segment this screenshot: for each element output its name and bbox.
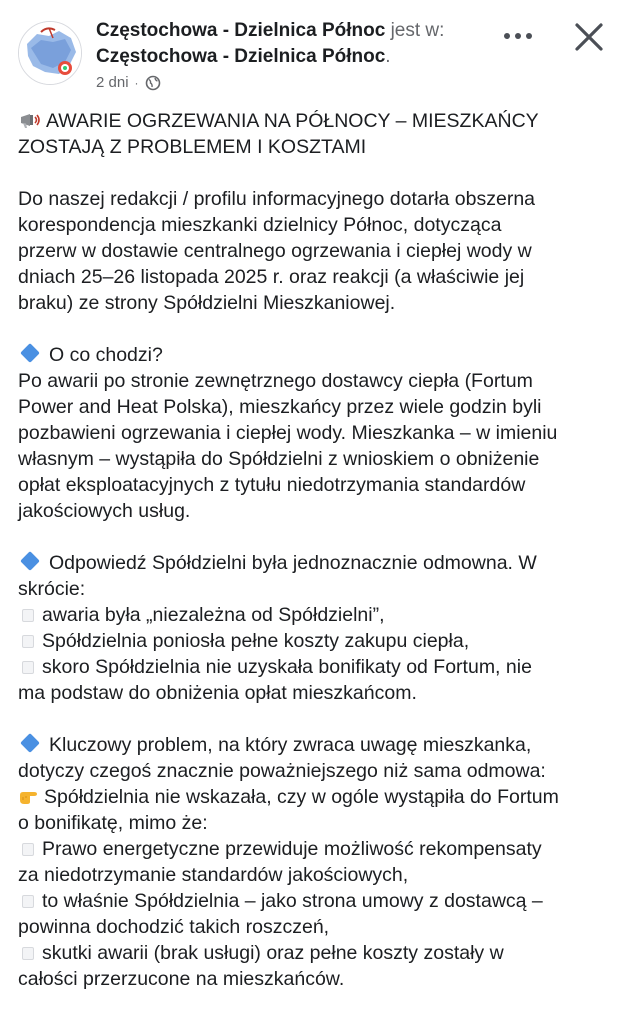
post-header [0, 0, 620, 100]
more-dot [515, 33, 521, 39]
intro-line: dniach 25–26 listopada 2025 r. oraz reakcji (a właściwie jej [18, 266, 525, 288]
location-suffix: . [385, 46, 391, 67]
bullet-icon [22, 947, 34, 960]
section3-point-text: Spółdzielnia nie wskazała, czy w ogóle wystąpiła do Fortum [44, 786, 559, 808]
pointing-hand-icon [18, 786, 42, 806]
intro-line: przerw w dostawie centralnego ogrzewania i ciepłej wody w [18, 240, 532, 262]
more-options-icon[interactable] [500, 22, 536, 50]
blue-diamond-icon [20, 551, 40, 571]
more-dot [504, 33, 510, 39]
list-item-text: awaria była „niezależna od Spółdzielni”, [42, 604, 385, 626]
list-item-continuation: ma podstaw do obniżenia opłat mieszkańcom. [18, 682, 417, 704]
list-item-continuation: za niedotrzymanie standardów jakościowych, [18, 864, 409, 886]
section1-heading [18, 342, 608, 368]
page-avatar-icon[interactable] [18, 21, 82, 85]
more-dot [526, 33, 532, 39]
page-name-link[interactable]: Częstochowa - Dzielnica Północ [96, 20, 386, 41]
bullet-icon [22, 843, 34, 856]
section3-heading [18, 732, 608, 758]
post-meta [96, 74, 161, 91]
list-item-text: skutki awarii (brak usługi) oraz pełne koszty zostały w [42, 942, 504, 964]
list-item [18, 836, 608, 862]
list-item [18, 628, 608, 654]
section1-line: własnym – wystąpiła do Spółdzielni z wnioskiem o obniżenie [18, 448, 540, 470]
connector-text: jest w: [390, 20, 445, 41]
section1-line: jakościowych usług. [18, 500, 191, 522]
section3-heading-line: dotyczy czegoś znacznie poważniejszego niż sama odmowa: [18, 760, 546, 782]
list-item-continuation: całości przerzucone na mieszkańców. [18, 968, 345, 990]
bullet-icon [22, 895, 34, 908]
location-link[interactable]: Częstochowa - Dzielnica Północ [96, 46, 386, 67]
section1-line: Po awarii po stronie zewnętrznego dostawcy ciepła (Fortum [18, 370, 533, 392]
list-item-text: Spółdzielnia poniosła pełne koszty zakupu ciepła, [42, 630, 470, 652]
section1-line: Power and Heat Polska), mieszkańcy przez wiele godzin byli [18, 396, 542, 418]
list-item [18, 654, 608, 680]
list-item [18, 888, 608, 914]
section2-heading [18, 550, 608, 576]
timestamp-link[interactable]: 2 dni [96, 74, 129, 91]
list-item [18, 602, 608, 628]
bullet-icon [22, 609, 34, 622]
headline-line: ZOSTAJĄ Z PROBLEMEM I KOSZTAMI [18, 136, 367, 158]
globe-icon [145, 75, 161, 91]
headline-text: AWARIE OGRZEWANIA NA PÓŁNOCY – MIESZKAŃCY [46, 110, 539, 132]
section1-line: opłat eksploatacyjnych z tytułu niedotrzymania standardów [18, 474, 526, 496]
list-item-text: to właśnie Spółdzielnia – jako strona umowy z dostawcą – [42, 890, 543, 912]
section3-point [18, 784, 608, 810]
bullet-icon [22, 661, 34, 674]
post-body [18, 108, 608, 992]
separator-dot: · [134, 75, 139, 90]
intro-line: Do naszej redakcji / profilu informacyjnego dotarła obszerna [18, 188, 536, 210]
close-icon[interactable] [572, 20, 606, 54]
section1-heading-text: O co chodzi? [49, 344, 163, 366]
intro-line: korespondencja mieszkanki dzielnicy Północ, dotycząca [18, 214, 502, 236]
section3-heading-text: Kluczowy problem, na który zwraca uwagę mieszkanka, [49, 734, 532, 756]
list-item [18, 940, 608, 966]
blue-diamond-icon [20, 343, 40, 363]
section2-heading-text: Odpowiedź Spółdzielni była jednoznacznie odmowna. W [49, 552, 537, 574]
intro-line: braku) ze strony Spółdzielni Mieszkaniowej. [18, 292, 396, 314]
section1-line: pozbawieni ogrzewania i ciepłej wody. Mieszkanka – w imieniu [18, 422, 558, 444]
list-item-text: Prawo energetyczne przewiduje możliwość rekompensaty [42, 838, 542, 860]
list-item-text: skoro Spółdzielnia nie uzyskała bonifikaty od Fortum, nie [42, 656, 532, 678]
section3-point-line: o bonifikatę, mimo że: [18, 812, 208, 834]
list-item-continuation: powinna dochodzić takich roszczeń, [18, 916, 330, 938]
bullet-icon [22, 635, 34, 648]
blue-diamond-icon [20, 733, 40, 753]
section2-heading-line: skrócie: [18, 578, 86, 600]
post-title [96, 18, 496, 70]
headline-line [18, 108, 608, 134]
megaphone-icon [18, 110, 42, 130]
